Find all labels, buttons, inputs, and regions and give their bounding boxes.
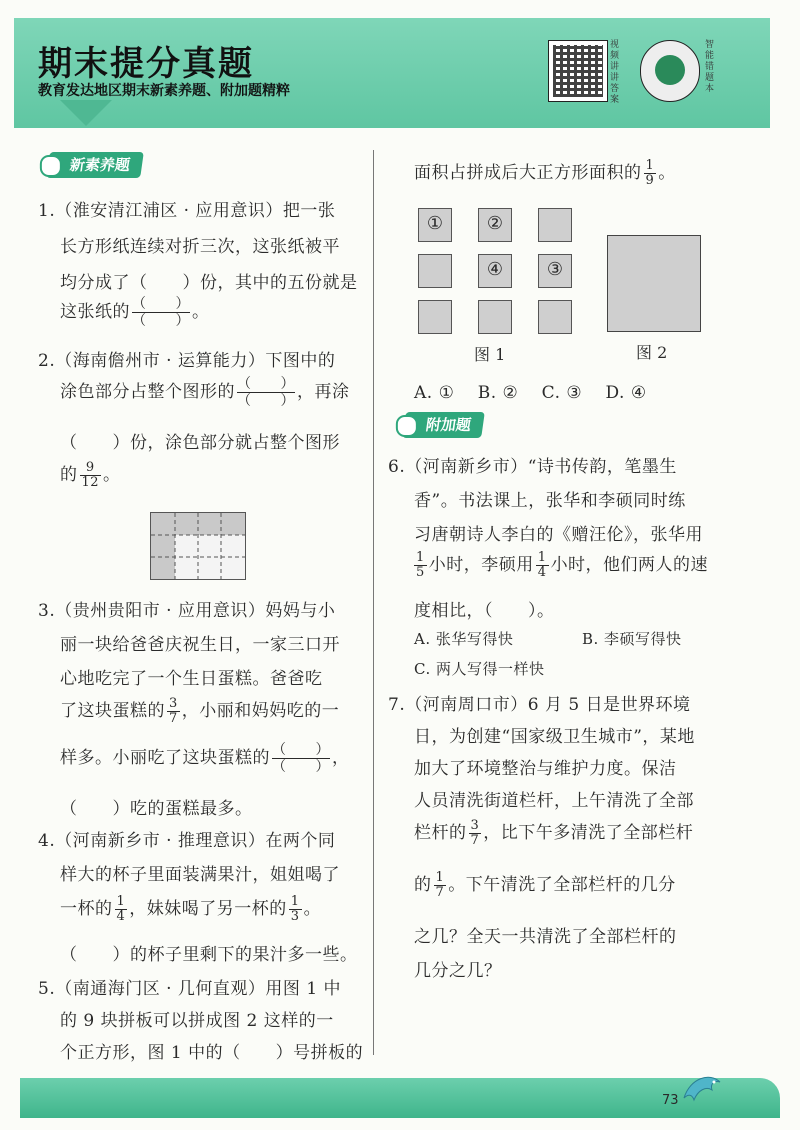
medal-icon [40, 155, 62, 177]
q6-line5: 度相比，（ ）。 [414, 601, 555, 621]
page-title: 期末提分真题 [38, 44, 254, 84]
q7-line5: 栏杆的 $\frac{3}{7}$ ，比下午多清洗了全部栏杆 [414, 818, 694, 848]
section-badge-bonus [402, 412, 485, 438]
q3-fraction-3-7: $\frac{3}{7}$ [169, 696, 178, 726]
q6-option-b: B. 李硕写得快 [582, 630, 682, 648]
q4-line2: 样大的杯子里面装满果汁，姐姐喝了 [60, 865, 340, 885]
q5-line1: 5.（南通海门区 · 几何直观）用图 1 中 [38, 979, 342, 999]
q6-option-a: A. 张华写得快 [414, 630, 514, 648]
q1-line1: 1.（淮安清江浦区 · 应用意识）把一张 [38, 201, 336, 221]
puzzle-piece-4: ④ [478, 254, 512, 288]
q2-line2: 涂色部分占整个图形的 $\frac{( )}{( )}$ ，再涂 [60, 376, 350, 409]
q6-fraction-1-5: $\frac{1}{5}$ [416, 550, 425, 580]
q4-fraction-1-3: $\frac{1}{3}$ [290, 894, 300, 924]
section-badge-new-literacy [46, 152, 144, 178]
qr-code-mistakes[interactable] [640, 40, 700, 102]
q1-line4: 这张纸的 $\frac{( )}{( )}$ 。 [60, 296, 210, 329]
q3-line1: 3.（贵州贵阳市 · 应用意识）妈妈与小 [38, 601, 336, 621]
q7-line7: 之几？全天一共清洗了全部栏杆的 [414, 927, 677, 947]
q5-fraction-1-9: $\frac{1}{9}$ [645, 158, 655, 188]
page-number: 73 [662, 1093, 679, 1108]
section-label: 附加题 [424, 416, 473, 434]
q6-line4: $\frac{1}{5}$ 小时，李硕用 $\frac{1}{4}$ 小时，他们两人的速 [416, 550, 709, 580]
q7-line3: 加大了环境整治与维护力度。保洁 [414, 759, 677, 779]
q2-line3: （ ）份，涂色部分就占整个图形 [60, 433, 340, 453]
q7-line1: 7.（河南周口市）6 月 5 日是世界环境 [388, 695, 691, 715]
dolphin-icon [680, 1068, 724, 1108]
q5-options: A. ① B. ② C. ③ D. ④ [414, 383, 647, 403]
q6-line1: 6.（河南新乡市）“诗书传韵，笔墨生 [388, 457, 677, 477]
q3-line4: 了这块蛋糕的 $\frac{3}{7}$ ，小丽和妈妈吃的一 [60, 696, 340, 726]
q5-line3: 个正方形，图 1 中的（ ）号拼板的 [60, 1043, 364, 1063]
q1-line2: 长方形纸连续对折三次，这张纸被平 [60, 237, 340, 257]
q3-line5: 样多。小丽吃了这块蛋糕的 $\frac{( )}{( )}$ ， [60, 742, 350, 775]
column-divider [373, 150, 374, 1055]
figure-1-caption: 图 1 [474, 345, 506, 364]
figure-2-square [607, 235, 701, 332]
q6-fraction-1-4: $\frac{1}{4}$ [537, 550, 547, 580]
q2-line4: 的 $\frac{9}{12}$ 。 [60, 460, 121, 490]
q1-answer-fraction[interactable]: $\frac{( )}{( )}$ [132, 296, 190, 329]
q5-line2: 的 9 块拼板可以拼成图 2 这样的一 [60, 1011, 334, 1031]
figure-2-caption: 图 2 [636, 343, 668, 362]
banner-fold [60, 100, 112, 126]
medal-icon [396, 415, 418, 437]
qr-code-video[interactable] [548, 40, 608, 102]
q4-line1: 4.（河南新乡市 · 推理意识）在两个同 [38, 831, 336, 851]
q4-line4: （ ）的杯子里剩下的果汁多一些。 [60, 945, 358, 965]
q7-fraction-1-7: $\frac{1}{7}$ [435, 870, 445, 900]
qr-caption-video: 视频讲讲答案 [610, 40, 620, 105]
page-subtitle: 教育发达地区期末新素养题、附加题精粹 [38, 83, 290, 99]
q4-fraction-1-4: $\frac{1}{4}$ [116, 894, 126, 924]
q2-shaded-grid [150, 512, 246, 580]
puzzle-piece-blank-b [418, 254, 452, 288]
puzzle-piece-3: ③ [538, 254, 572, 288]
q2-fraction-9-12: $\frac{9}{12}$ [81, 460, 100, 490]
section-label: 新素养题 [68, 156, 132, 174]
qr-caption-mistakes: 智能错题本 [705, 40, 715, 94]
q7-fraction-3-7: $\frac{3}{7}$ [470, 818, 480, 848]
puzzle-piece-blank-c [418, 300, 452, 334]
q6-line3: 习唐朝诗人李白的《赠汪伦》，张华用 [414, 525, 703, 545]
q4-line3: 一杯的 $\frac{1}{4}$ ，妹妹喝了另一杯的 $\frac{1}{3}$ 。 [60, 894, 322, 924]
q5-line4: 面积占拼成后大正方形面积的 $\frac{1}{9}$ 。 [414, 158, 676, 188]
puzzle-piece-blank-d [478, 300, 512, 334]
q7-line8: 几分之几？ [414, 961, 502, 981]
puzzle-piece-2: ② [478, 208, 512, 242]
q3-line2: 丽一块给爸爸庆祝生日，一家三口开 [60, 635, 340, 655]
puzzle-piece-blank-e [538, 300, 572, 334]
q2-line1: 2.（海南儋州市 · 运算能力）下图中的 [38, 351, 336, 371]
q6-option-c: C. 两人写得一样快 [414, 660, 545, 678]
q3-line6: （ ）吃的蛋糕最多。 [60, 799, 253, 819]
puzzle-piece-1: ① [418, 208, 452, 242]
q1-line3: 均分成了（ ）份，其中的五份就是 [60, 273, 358, 293]
q6-line2: 香”。书法课上，张华和李硕同时练 [414, 491, 686, 511]
q7-line4: 人员清洗街道栏杆，上午清洗了全部 [414, 791, 694, 811]
q7-line2: 日，为创建“国家级卫生城市”，某地 [414, 727, 695, 747]
q3-line3: 心地吃完了一个生日蛋糕。爸爸吃 [60, 669, 323, 689]
q2-answer-fraction[interactable]: $\frac{( )}{( )}$ [237, 376, 295, 409]
puzzle-piece-blank-a [538, 208, 572, 242]
q7-line6: 的 $\frac{1}{7}$ 。下午清洗了全部栏杆的几分 [414, 870, 676, 900]
q3-answer-fraction[interactable]: $\frac{( )}{( )}$ [272, 742, 330, 775]
